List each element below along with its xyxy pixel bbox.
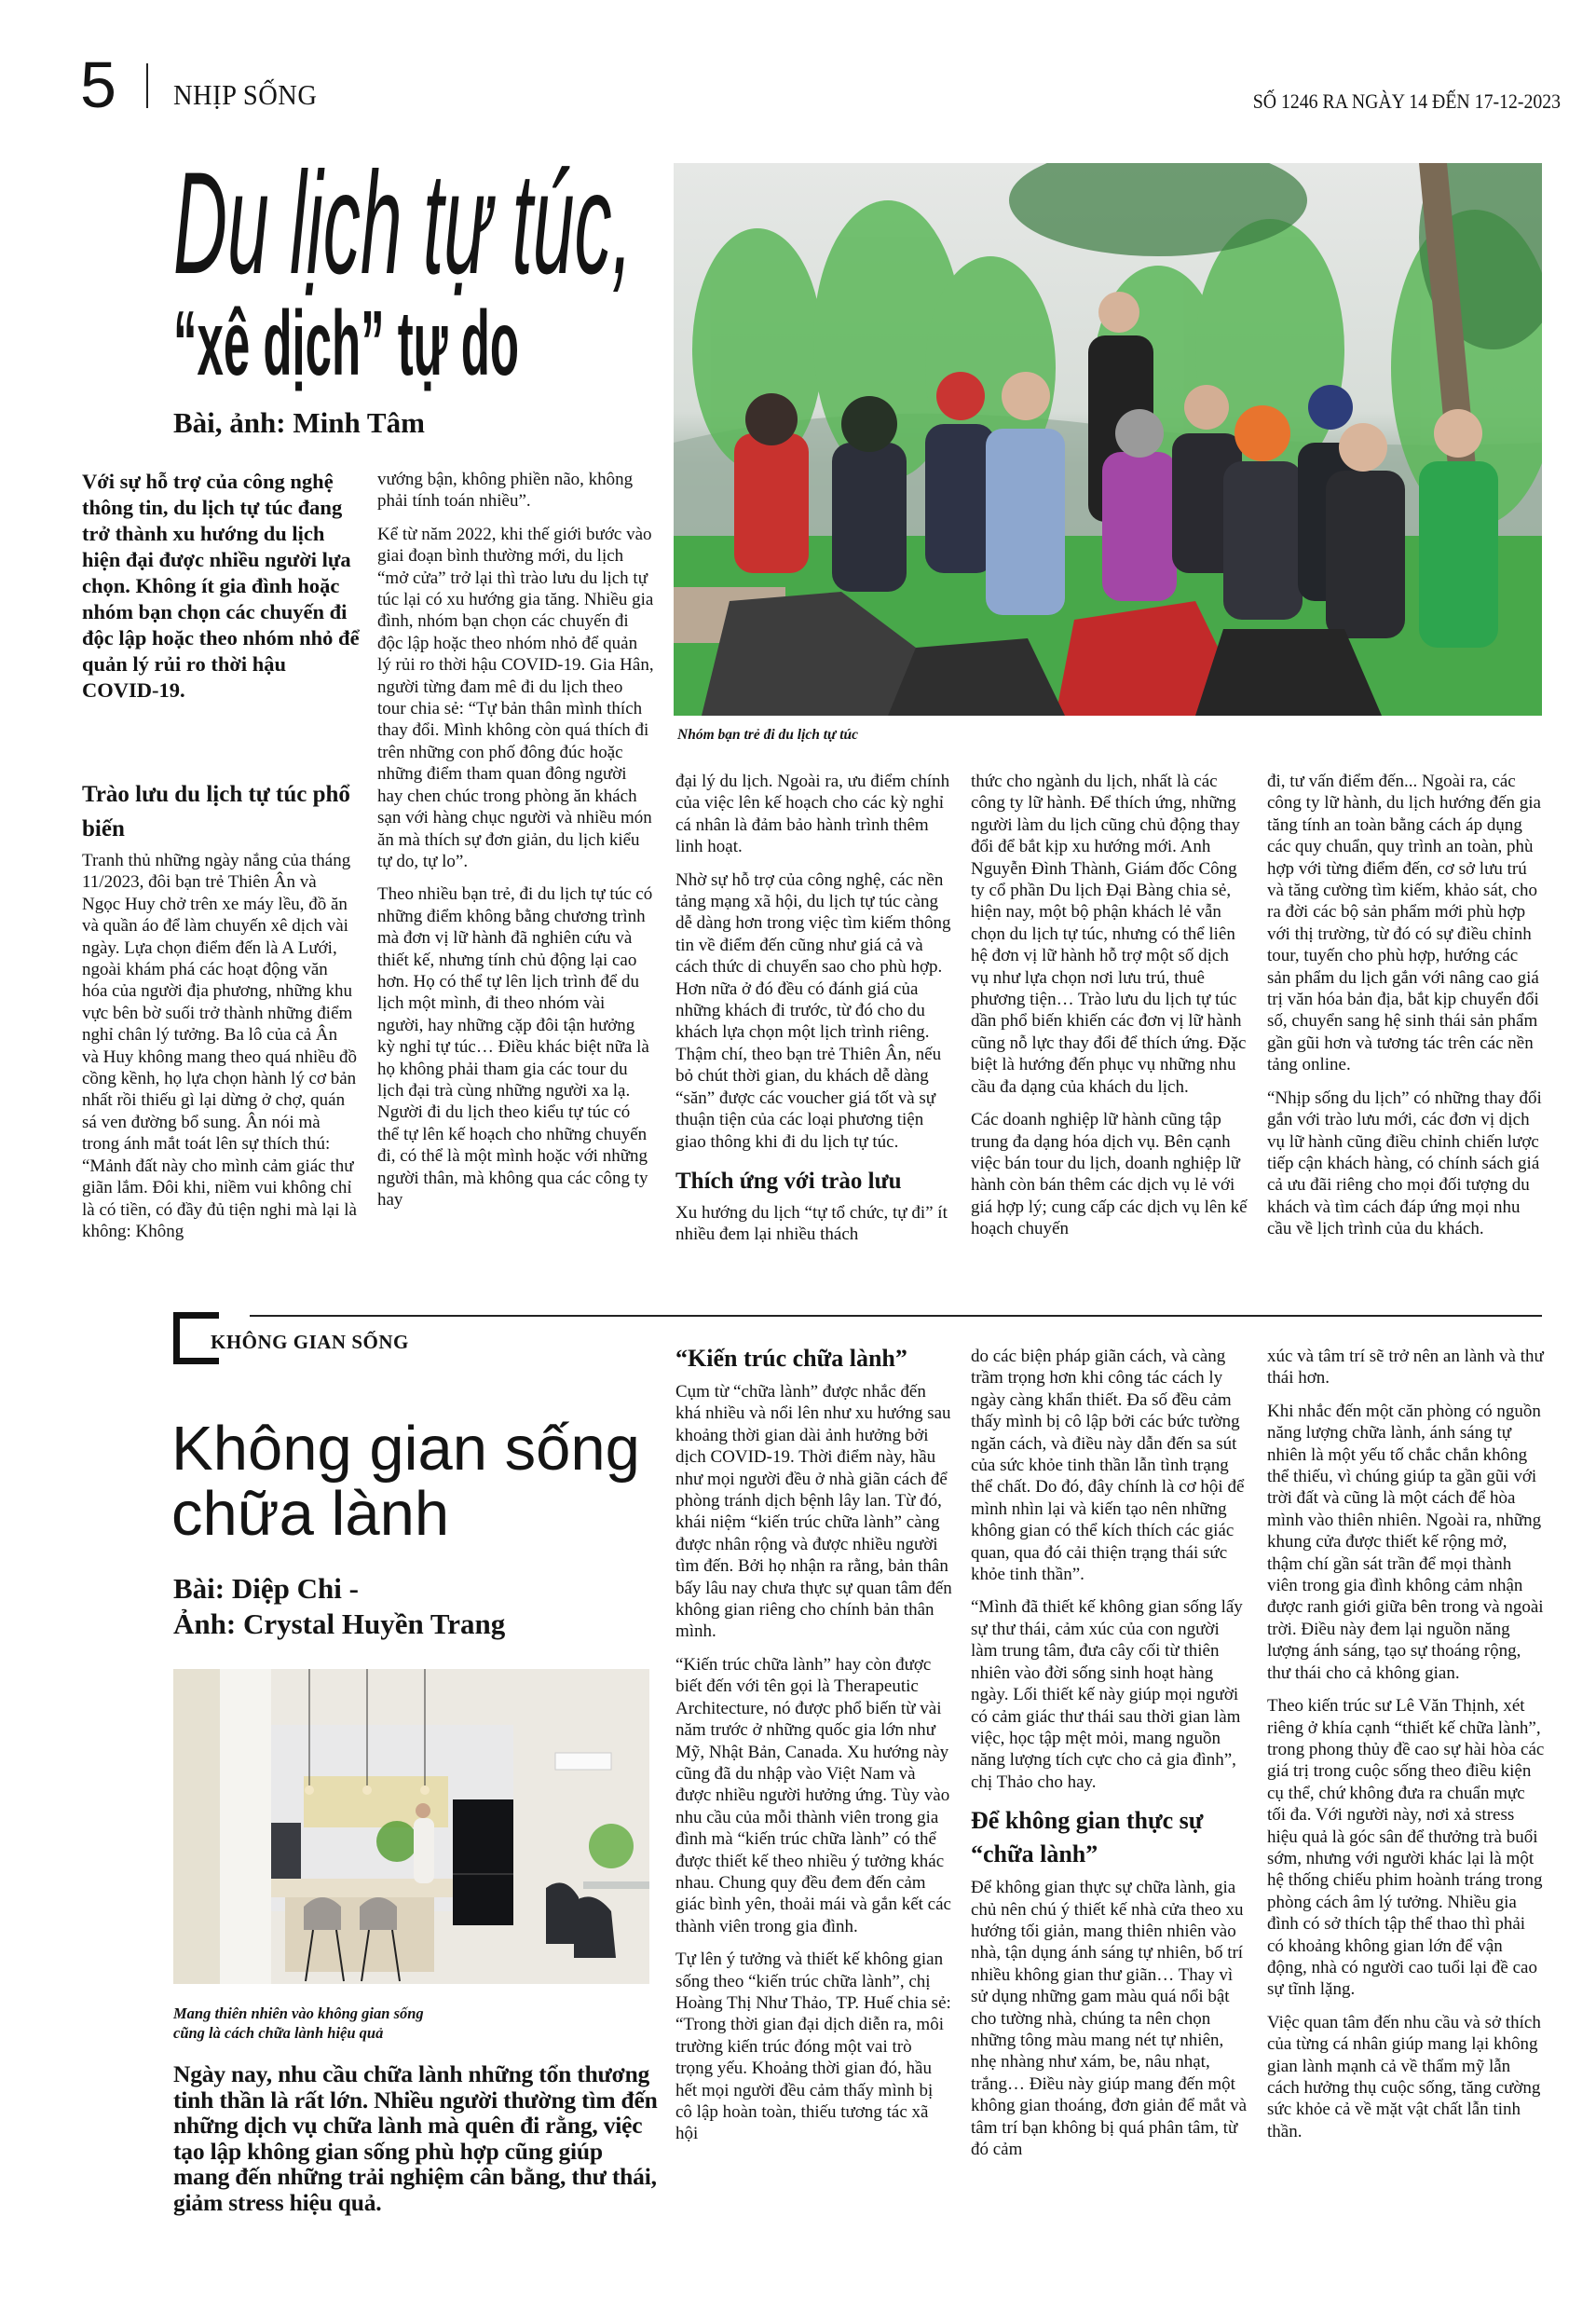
paragraph: Các doanh nghiệp lữ hành cũng tập trung đa dạng hóa dịch vụ. Bên cạnh việc bán tour du lịch, doanh nghiệp lữ hành còn bán thêm các dịch vụ lẻ với giá hợp lý; cung cấp các dịch vụ lên kế hoạch chuyến — [971, 1110, 1248, 1239]
paragraph: đại lý du lịch. Ngoài ra, ưu điểm chính của việc lên kế hoạch cho các kỳ nghỉ cá nhân là đảm bảo hành trình thêm linh hoạt. — [675, 772, 950, 857]
paragraph: “Kiến trúc chữa lành” hay còn được biết đến với tên gọi là Therapeutic Architecture, nó được phổ biến từ vài năm trước ở những quốc gia lớn như Mỹ, Nhật Bản, Canada. Xu hướng này cũng đã du nhập vào Việt Nam và được nhiều người hưởng ứng. Tùy vào nhu cầu của mỗi thành viên trong gia đình mà “kiến trúc chữa lành” có thể được thiết kế theo nhiều ý tưởng khác nhau. Chung quy đều đem đến cảm giác bình yên, thoải mái và gắn kết các thành viên trong gia đình. — [675, 1654, 951, 1936]
paragraph: Việc quan tâm đến nhu cầu và sở thích của từng cá nhân giúp mang lại không gian lành mạnh cả về thẩm mỹ lẫn cách hưởng thụ cuộc sống, tăng cường sức khỏe cả về mặt vật chất lẫn tinh thần. — [1267, 2012, 1541, 2141]
section-divider — [250, 1315, 1542, 1317]
article2-subhead-2: Để không gian thực sự “chữa lành” — [971, 1807, 1204, 1868]
paragraph: Nhờ sự hỗ trợ của công nghệ, các nền tảng mạng xã hội, du lịch tự túc càng dễ dàng hơn trong việc tìm kiếm thông tin về điểm đến cũng như giá cả và cách thức di chuyển sao cho phù hợp. Hơn nữa ở đó đều có đánh giá của những khách đi trước, từ đó cho du khách lựa chọn một lịch trình riêng. Thậm chí, theo bạn trẻ Thiên Ân, nếu bỏ chút thời gian, du khách dễ dàng “săn” được các voucher giá tốt và sự thuận tiện của các loại phương tiện giao thông khi đi du lịch tự túc. — [675, 869, 951, 1152]
article1-column-3 — [675, 771, 953, 1257]
caption-line: cũng là cách chữa lành hiệu quả — [173, 2024, 384, 2042]
caption-line: Mang thiên nhiên vào không gian sống — [173, 2004, 424, 2022]
article1-column-1 — [82, 772, 357, 1253]
paragraph: vướng bận, không phiền não, không phải tính toán nhiều”. — [377, 470, 634, 512]
article1-title-line2: “xê dịch” tự do — [173, 292, 520, 394]
article1-column-5 — [1267, 771, 1545, 1252]
article1-column-4 — [971, 771, 1248, 1252]
article1-subhead-1: Trào lưu du lịch tự túc phổ biến — [82, 782, 350, 841]
byline-author: Bài: Diệp Chi - — [173, 1572, 359, 1605]
article1-photo-caption: Nhóm bạn trẻ đi du lịch tự túc — [677, 727, 859, 743]
paragraph: Kể từ năm 2022, khi thế giới bước vào giai đoạn bình thường mới, du lịch “mở cửa” trở lại thì trào lưu du lịch tự túc lại có xu hướng gia tăng. Nhiều gia đình, nhóm bạn chọn các chuyến đi độc lập hoặc theo nhóm nhỏ để quản lý rủi ro thời hậu COVID-19. Gia Hân, người từng đam mê đi du lịch theo tour chia sẻ: “Tự bản thân mình thích thay đổi. Mình không còn quá thích đi trên những con phố đông đúc hoặc những điểm tham quan đông người hay chen chúc trong phòng ăn khách sạn với hàng chục người và nhiều món ăn mà thích sự đơn giản, du lịch kiểu tự do, tự lo”. — [377, 524, 654, 871]
paragraph: đi, tư vấn điểm đến... Ngoài ra, các công ty lữ hành, du lịch hướng đến gia tăng tính an toàn bằng cách áp dụng các quy chuẩn, quy trình an toàn, phù hợp với từng điểm đến, cơ sở lưu trú và tăng cường tìm kiếm, khảo sát, cho ra đời các bộ sản phẩm mới phù hợp với thị trường, từ đó có sự điều chỉnh tour, tuyến cho phù hợp, hướng các sản phẩm du lịch gắn với nâng cao giá trị văn hóa bản địa, bắt kịp chuyển đổi số, chuyển sang hệ sinh thái sản phẩm gần gũi hơn và tương tác trên các nền tảng online. — [1267, 772, 1541, 1075]
section-name: NHỊP SỐNG — [173, 78, 318, 111]
paragraph: do các biện pháp giãn cách, và càng trầm trọng hơn khi công tác cách ly ngày càng khẩn thiết. Đa số đều cảm thấy mình bị cô lập bởi các bức tường ngăn cách, và điều này dẫn đến sa sút của sức khỏe tinh thần lẫn tình trạng thể chất. Do đó, đây chính là cơ hội để mình nhìn lại và kiến tạo nên những không gian có thể kích thích các giác quan, qua đó cải thiện trạng thái sức khỏe tinh thần”. — [971, 1347, 1245, 1585]
travel-group-photo — [674, 163, 1542, 716]
paragraph: Xu hướng du lịch “tự tổ chức, tự đi” ít nhiều đem lại nhiều thách — [675, 1202, 948, 1245]
article2-byline — [173, 1571, 505, 1642]
article2-photo-caption — [173, 2004, 621, 2043]
byline-photographer: Ảnh: Crystal Huyền Trang — [173, 1607, 506, 1640]
header-divider — [146, 63, 148, 108]
paragraph: thức cho ngành du lịch, nhất là các công ty lữ hành. Để thích ứng, những người làm du lịch cũng chủ động thay đổi để bắt kịp xu hướng mới. Anh Nguyễn Đình Thành, Giám đốc Công ty cổ phần Du lịch Đại Bàng chia sẻ, hiện nay, một bộ phận khách lẻ vẫn chọn du lịch tự túc, nhưng có thể liên hệ đơn vị lữ hành hỗ trợ một số dịch vụ như lựa chọn nơi lưu trú, thuê phương tiện… Trào lưu du lịch tự túc dần phổ biến khiến các đơn vị lữ hành cũng nỗ lực thay đổi để thích ứng. Đặc biệt là hướng đến phục vụ những nhu cầu đa dạng của khách du lịch. — [971, 772, 1247, 1097]
issue-date: SỐ 1246 RA NGÀY 14 ĐẾN 17-12-2023 — [1252, 89, 1561, 113]
paragraph: xúc và tâm trí sẽ trở nên an lành và thư thái hơn. — [1267, 1347, 1544, 1389]
paragraph: Để không gian thực sự chữa lành, gia chủ nên chú ý thiết kế nhà cửa theo xu hướng tối giản, mang thiên nhiên vào nhà, tận dụng ánh sáng tự nhiên, bố trí nhiều không gian thư giãn… Thay vì sử dụng những gam màu quá nổi bật cho tường nhà, chúng ta nên chọn những tông màu mang nét tự nhiên, nhẹ nhàng như xám, be, nâu nhạt, trắng… Điều này giúp mang đến một không gian thoáng, đơn giản để mắt và tâm trí bạn không bị quá phân tâm, từ đó cảm — [971, 1878, 1248, 2159]
paragraph: “Mình đã thiết kế không gian sống lấy sự thư thái, cảm xúc của con người làm trung tâm, đưa cây cối từ thiên nhiên vào đời sống sinh hoạt hàng ngày. Lối thiết kế này giúp mọi người có cảm giác thư thái sau thời gian làm việc, học tập mệt mỏi, mang nguồn năng lượng tích cực cho cả gia đình”, chị Thảo cho hay. — [971, 1597, 1243, 1792]
paragraph: Khi nhắc đến một căn phòng có nguồn năng lượng chữa lành, ánh sáng tự nhiên là một yếu tố chắc chắn không thể thiếu, vì chúng giúp ta gần gũi với trời đất và cũng là một cách để hòa mình vào thiên nhiên. Ngoài ra, những khung cửa được thiết kế rộng mở, thậm chí gần sát trần để mọi thành viên trong gia đình không cảm nhận được ranh giới giữa bên trong và ngoài trời. Điều này đem lại nguồn năng lượng ánh sáng, tạo sự thoáng rộng, thư thái cho cả không gian. — [1267, 1401, 1544, 1683]
article2-column-2 — [971, 1346, 1248, 2171]
article2-lead: Ngày nay, nhu cầu chữa lành những tổn thương tinh thần là rất lớn. Nhiều người thường tìm đến những dịch vụ chữa lành mà quên đi rằng, việc tạo lập không gian sống phù hợp cũng giúp mang đến những trải nghiệm cân bằng, thư thái, giảm stress hiệu quả. — [173, 2060, 658, 2216]
article1-lead: Với sự hỗ trợ của công nghệ thông tin, du lịch tự túc đang trở thành xu hướng du lịch hiện đại được nhiều người lựa chọn. Không ít gia đình hoặc nhóm bạn chọn các chuyến đi độc lập hoặc theo nhóm nhỏ để quản lý rủi ro thời hậu COVID-19. — [82, 470, 360, 702]
article2-subhead-1: “Kiến trúc chữa lành” — [675, 1345, 907, 1372]
paragraph: Theo kiến trúc sư Lê Văn Thịnh, xét riêng ở khía cạnh “thiết kế chữa lành”, trong phong thủy đề cao sự hài hòa các giá trị trong cuộc sống theo điều kiện cụ thể, chứ không đưa ra chuẩn mực tối đa. Với người này, nơi xả stress hiệu quả là góc sân để thưởng trà buổi sớm, nhưng với người khác lại là một hệ thống chiếu phim hoành tráng trong phòng cách âm lý tưởng. Nhiều gia đình có sở thích tập thể thao thì phải có khoảng không gian lớn để vận động, nhà có người cao tuổi lại đề cao sự tĩnh lặng. — [1267, 1696, 1545, 2000]
paragraph: Theo nhiều bạn trẻ, đi du lịch tự túc có những điểm không bằng chương trình mà đơn vị lữ hành đã nghiên cứu và thiết kế, nhưng tính chủ động lại cao hơn. Họ có thể tự lên lịch trình để du lịch một mình, đi theo nhóm vài người, hay những cặp đôi tận hưởng kỳ nghỉ tự túc… Điều khác biệt nữa là họ không phải tham gia các tour du lịch đại trà cùng những người xa lạ. Người đi du lịch theo kiểu tự túc có thể tự lên kế hoạch cho những chuyến đi, có thể là một mình hoặc với những người thân, mà không qua các công ty hay — [377, 884, 653, 1210]
paragraph: Tự lên ý tưởng và thiết kế không gian sống theo “kiến trúc chữa lành”, chị Hoàng Thị Như Thảo, TP. Huế chia sẻ: “Trong thời gian đại dịch diễn ra, môi trường kiến trúc đóng một vai trò trọng yếu. Khoảng thời gian đó, hầu hết mọi người đều cảm thấy mình bị cô lập hoàn toàn, thiếu tương tác xã hội — [675, 1949, 951, 2144]
article2-column-1 — [675, 1340, 953, 2156]
article1-title-line1: Du lịch tự túc, — [173, 143, 633, 305]
article2-column-3 — [1267, 1346, 1545, 2154]
article1-subhead-2: Thích ứng với trào lưu — [675, 1168, 902, 1194]
article2-title: Không gian sống chữa lành — [171, 1414, 640, 1549]
paragraph: Cụm từ “chữa lành” được nhắc đến khá nhiều và nổi lên như xu hướng sau khoảng thời gian dài ảnh hưởng bởi dịch COVID-19. Thời điểm này, hầu như mọi người đều ở nhà giãn cách để phòng tránh dịch bệnh lây lan. Từ đó, khái niệm “kiến trúc chữa lành” càng được nhân rộng và được nhiều người tìm đến. Bởi họ nhận ra rằng, bản thân bấy lâu nay chưa thực sự quan tâm đến không gian riêng cho chính bản thân mình. — [675, 1382, 952, 1642]
paragraph: Tranh thủ những ngày nắng của tháng 11/2023, đôi bạn trẻ Thiên Ân và Ngọc Huy chở trên xe máy lều, đồ ăn và quần áo để làm chuyến xê dịch vài ngày. Lựa chọn điểm đến là A Lưới, ngoài khám phá các hoạt động văn hóa của người địa phương, những khu vực bên bờ suối trở thành những điểm nghỉ chân lý tưởng. Ba lô của cả Ân và Huy không mang theo quá nhiều đồ cồng kềnh, họ lựa chọn hành lý cơ bản nhất rồi thiếu gì lại dừng ở chợ, quán sá ven đường bổ sung. Ân nói mà trong ánh mắt toát lên sự thích thú: “Mảnh đất này cho mình cảm giác thư giãn lắm. Đôi khi, niềm vui không chỉ là có tiền, có đầy đủ tiện nghi mà lại là không: Không — [82, 851, 357, 1241]
paragraph: “Nhịp sống du lịch” có những thay đổi gắn với trào lưu mới, các đơn vị dịch vụ lữ hành cũng điều chỉnh chiến lược tiếp cận khách hàng, có chính sách giá cả ưu đãi riêng cho mọi đối tượng du khách và tìm cách đáp ứng mọi nhu cầu về lịch trình của du khách. — [1267, 1088, 1542, 1239]
kitchen-interior-photo — [173, 1669, 649, 1984]
section-label: KHÔNG GIAN SỐNG — [211, 1331, 409, 1353]
page-number: 5 — [80, 48, 116, 121]
article1-column-2 — [377, 469, 655, 1222]
article1-byline: Bài, ảnh: Minh Tâm — [173, 406, 425, 439]
